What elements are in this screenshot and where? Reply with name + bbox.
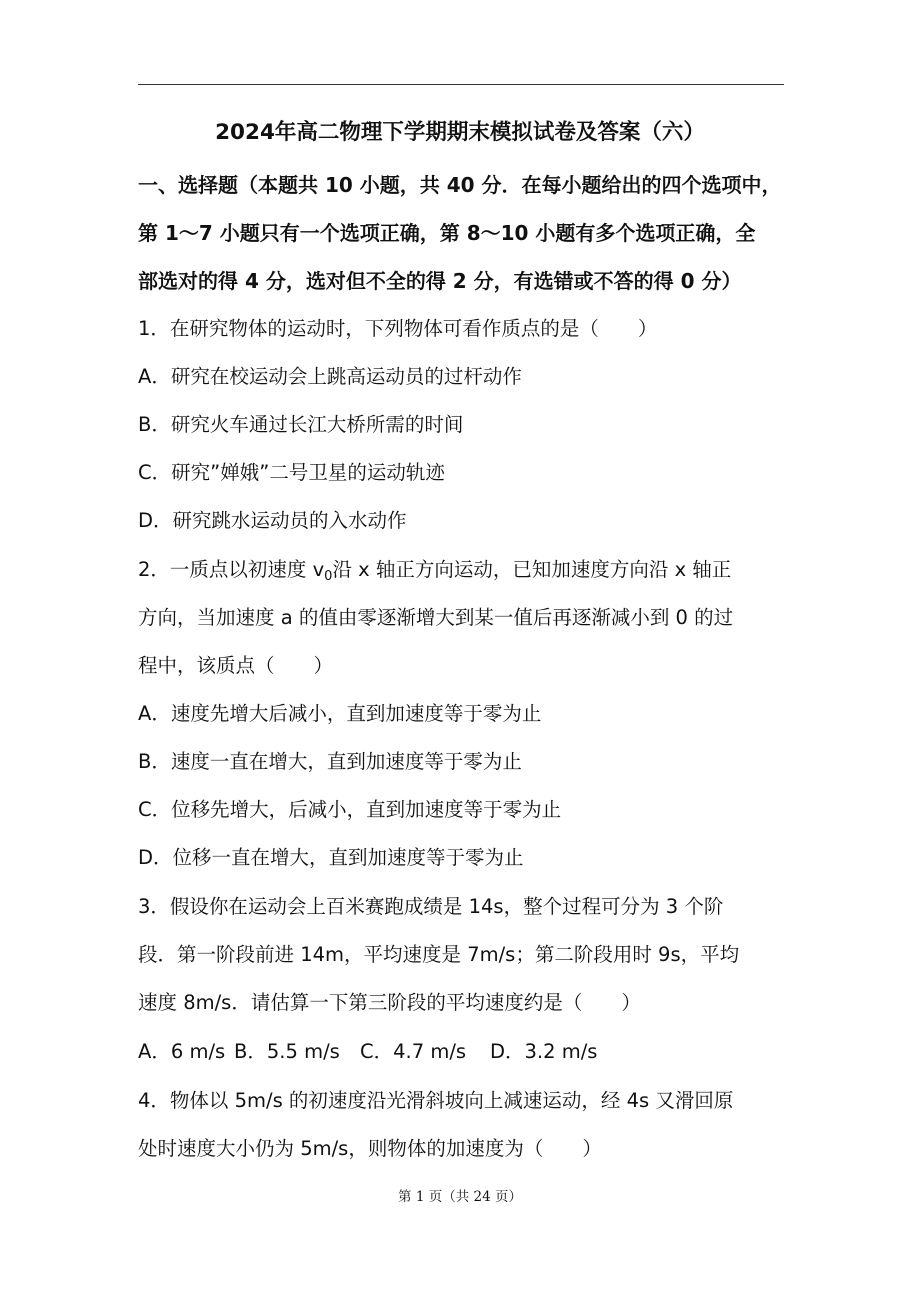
question-3-option-d: D．3.2 m/s xyxy=(490,1040,598,1063)
section-instructions-line-1: 一、选择题（本题共 10 小题，共 40 分．在每小题给出的四个选项中， xyxy=(138,173,782,197)
question-2-stem-pre: 2．一质点以初速度 v xyxy=(138,558,325,581)
question-2-option-b: B．速度一直在增大，直到加速度等于零为止 xyxy=(138,750,522,773)
question-3-stem-line-3: 速度 8m/s．请估算一下第三阶段的平均速度约是（ ） xyxy=(138,991,641,1014)
question-3-option-a: A．6 m/s xyxy=(138,1040,226,1063)
question-3-options xyxy=(138,1039,597,1065)
question-3-option-b: B．5.5 m/s xyxy=(234,1040,340,1063)
question-1-stem: 1．在研究物体的运动时，下列物体可看作质点的是（ ） xyxy=(138,317,658,340)
question-1-option-b: B．研究火车通过长江大桥所需的时间 xyxy=(138,413,464,436)
question-1-option-c: C．研究”婵娥”二号卫星的运动轨迹 xyxy=(138,461,445,484)
page-title: 2024年高二物理下学期期末模拟试卷及答案（六） xyxy=(215,120,705,145)
question-3-stem-line-2: 段．第一阶段前进 14m，平均速度是 7m/s；第二阶段用时 9s，平均 xyxy=(138,943,740,966)
question-3-stem-line-1: 3．假设你在运动会上百米赛跑成绩是 14s，整个过程可分为 3 个阶 xyxy=(138,895,724,918)
question-2-stem-line-1 xyxy=(138,557,731,583)
header-rule xyxy=(138,84,784,85)
question-2-stem-post: 沿 x 轴正方向运动，已知加速度方向沿 x 轴正 xyxy=(332,558,732,581)
question-1-option-a: A．研究在校运动会上跳高运动员的过杆动作 xyxy=(138,365,522,388)
question-2-stem-line-2: 方向，当加速度 a 的值由零逐渐增大到某一值后再逐渐减小到 0 的过 xyxy=(138,606,734,629)
velocity-subscript: 0 xyxy=(324,569,333,584)
page-footer: 第 1 页（共 24 页） xyxy=(398,1189,522,1205)
question-2-option-d: D．位移一直在增大，直到加速度等于零为止 xyxy=(138,846,524,869)
question-2-option-c: C．位移先增大，后减小，直到加速度等于零为止 xyxy=(138,798,562,821)
question-3-option-c: C．4.7 m/s xyxy=(360,1040,467,1063)
question-4-stem-line-1: 4．物体以 5m/s 的初速度沿光滑斜坡向上减速运动，经 4s 又滑回原 xyxy=(138,1089,734,1112)
section-instructions-line-3: 部选对的得 4 分，选对但不全的得 2 分，有选错或不答的得 0 分） xyxy=(138,269,742,293)
question-2-option-a: A．速度先增大后减小，直到加速度等于零为止 xyxy=(138,702,542,725)
section-instructions-line-2: 第 1～7 小题只有一个选项正确，第 8～10 小题有多个选项正确，全 xyxy=(138,221,756,245)
question-4-stem-line-2: 处时速度大小仍为 5m/s，则物体的加速度为（ ） xyxy=(138,1137,602,1160)
question-1-option-d: D．研究跳水运动员的入水动作 xyxy=(138,509,407,532)
question-2-stem-line-3: 程中，该质点（ ） xyxy=(138,654,334,677)
